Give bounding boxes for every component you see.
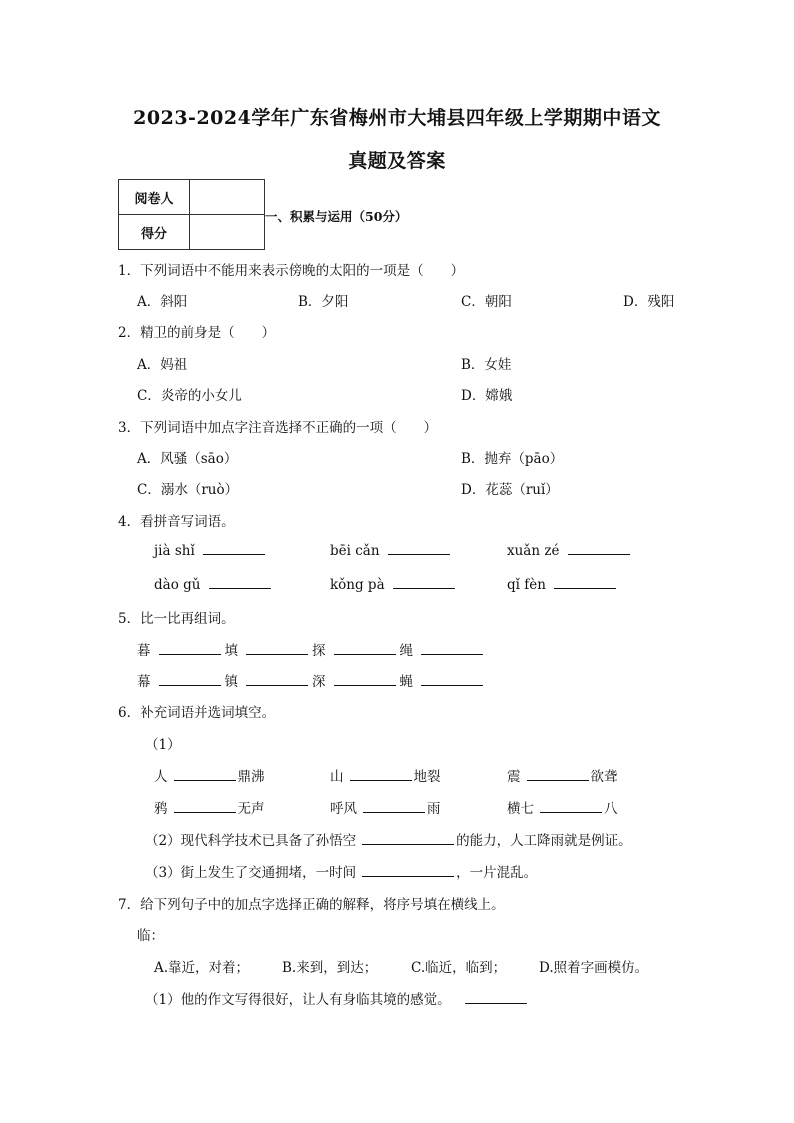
q6-sub2-before: （2）现代科学技术已具备了孙悟空	[145, 833, 357, 849]
q6-idiom-blank[interactable]	[174, 800, 236, 813]
q6-idiom-blank[interactable]	[527, 768, 589, 781]
q2-stem: 2．精卫的前身是（ ）	[118, 325, 276, 341]
q6-sub3	[145, 861, 537, 881]
reviewer-cell[interactable]	[190, 180, 265, 215]
reviewer-label: 阅卷人	[119, 180, 190, 215]
q5-blank[interactable]	[334, 642, 396, 655]
section-heading: 一、积累与运用（50分）	[265, 209, 408, 224]
q6-idiom	[507, 797, 618, 817]
q7-word: 临：	[137, 928, 164, 944]
q4-pinyin: xuǎn zé	[507, 543, 560, 559]
q4-pinyin: jià shǐ	[154, 543, 195, 559]
q4-answer-blank[interactable]	[554, 576, 616, 589]
q2-option-d[interactable]: D．嫦娥	[461, 388, 513, 404]
q6-idiom-end: 地裂	[413, 769, 441, 785]
q6-idiom-blank[interactable]	[174, 768, 236, 781]
q6-idiom-blank[interactable]	[350, 768, 412, 781]
q1-stem: 1．下列词语中不能用来表示傍晚的太阳的一项是（ ）	[118, 263, 465, 279]
q4-item	[507, 542, 630, 559]
q6-idiom-start: 山	[330, 769, 344, 785]
q4-pinyin: qǐ fèn	[507, 577, 546, 593]
q6-idiom	[154, 765, 265, 785]
q1-option-a[interactable]: A．斜阳	[137, 294, 188, 310]
q6-idiom-end: 八	[604, 801, 618, 817]
q5-blank[interactable]	[246, 673, 308, 686]
q5-blank[interactable]	[159, 642, 221, 655]
q5-blank[interactable]	[421, 642, 483, 655]
q3-option-b[interactable]: B．抛弃（pāo）	[461, 451, 564, 467]
q1-option-d[interactable]: D．残阳	[623, 294, 675, 310]
q7-option-d: D.照着字画模仿。	[539, 960, 649, 976]
q5-blank[interactable]	[421, 673, 483, 686]
q4-item	[330, 542, 450, 559]
q4-answer-blank[interactable]	[388, 542, 450, 555]
q5-char: 暮	[137, 643, 151, 659]
q5-char: 深	[312, 674, 326, 690]
q6-sub2	[145, 829, 632, 849]
q3-option-a[interactable]: A．风骚（sāo）	[137, 451, 238, 467]
q7-stem: 7．给下列句子中的加点字选择正确的解释，将序号填在横线上。	[118, 897, 505, 913]
score-cell[interactable]	[190, 215, 265, 250]
q6-idiom-start: 呼风	[330, 801, 357, 817]
score-table	[118, 179, 265, 250]
q7-option-b: B.来到，到达；	[282, 960, 378, 976]
q6-sub2-after: 的能力，人工降雨就是例证。	[456, 833, 632, 849]
q4-answer-blank[interactable]	[203, 542, 265, 555]
q5-row	[137, 670, 487, 690]
q4-pinyin: dào gǔ	[154, 577, 201, 593]
q4-item	[154, 542, 265, 559]
q6-idiom-end: 雨	[427, 801, 441, 817]
q6-idiom-blank[interactable]	[540, 800, 602, 813]
q4-item	[154, 576, 271, 593]
q5-char: 绳	[399, 643, 413, 659]
q4-pinyin: kǒng pà	[330, 577, 385, 593]
q6-sub3-after: ，一片混乱。	[456, 865, 538, 881]
q5-char: 探	[312, 643, 326, 659]
q5-char: 蝇	[399, 674, 413, 690]
q5-stem: 5．比一比再组词。	[118, 611, 235, 627]
q6-idiom	[154, 797, 265, 817]
q1-option-c[interactable]: C．朝阳	[461, 294, 512, 310]
q5-blank[interactable]	[246, 642, 308, 655]
q6-stem: 6．补充词语并选词填空。	[118, 705, 276, 721]
q4-item	[507, 576, 616, 593]
q4-item	[330, 576, 455, 593]
q6-idiom-start: 人	[154, 769, 168, 785]
q3-option-c[interactable]: C．溺水（ruò）	[137, 482, 239, 498]
q6-idiom-start: 鸦	[154, 801, 168, 817]
q3-option-d[interactable]: D．花蕊（ruǐ）	[461, 482, 559, 498]
q6-idiom	[507, 765, 618, 785]
q7-sub1	[145, 988, 527, 1008]
q2-option-a[interactable]: A．妈祖	[137, 357, 188, 373]
q7-sub1-text: （1）他的作文写得很好，让人有身临其境的感觉。	[145, 992, 451, 1008]
q5-char: 幕	[137, 674, 151, 690]
q6-sub3-blank[interactable]	[362, 864, 454, 877]
q6-sub1-label: （1）	[145, 737, 181, 753]
doc-title-line1: 2023-2024学年广东省梅州市大埔县四年级上学期期中语文	[133, 107, 661, 129]
q6-idiom-start: 横七	[507, 801, 534, 817]
q6-idiom-start: 震	[507, 769, 521, 785]
q4-answer-blank[interactable]	[393, 576, 455, 589]
doc-title-line2: 真题及答案	[348, 150, 446, 172]
q5-blank[interactable]	[334, 673, 396, 686]
q3-stem: 3．下列词语中加点字注音选择不正确的一项（ ）	[118, 420, 438, 436]
q6-sub2-blank[interactable]	[362, 832, 454, 845]
q6-idiom	[330, 797, 441, 817]
q6-sub3-before: （3）街上发生了交通拥堵，一时间	[145, 865, 357, 881]
score-label: 得分	[119, 215, 190, 250]
q6-idiom-blank[interactable]	[363, 800, 425, 813]
q6-idiom-end: 无声	[237, 801, 265, 817]
q6-idiom-end: 欲聋	[590, 769, 618, 785]
q5-char: 镇	[224, 674, 238, 690]
q7-option-a: A.靠近，对着；	[154, 960, 250, 976]
q6-idiom	[330, 765, 441, 785]
q4-stem: 4．看拼音写词语。	[118, 514, 235, 530]
q4-answer-blank[interactable]	[209, 576, 271, 589]
q4-pinyin: bēi cǎn	[330, 543, 380, 559]
q1-option-b[interactable]: B．夕阳	[298, 294, 349, 310]
q5-blank[interactable]	[159, 673, 221, 686]
q5-row	[137, 639, 487, 659]
q6-idiom-end: 鼎沸	[237, 769, 265, 785]
q7-sub1-blank[interactable]	[465, 991, 527, 1004]
q2-option-c[interactable]: C．炎帝的小女儿	[137, 388, 242, 404]
q7-option-c: C.临近，临到；	[411, 960, 507, 976]
q5-char: 填	[224, 643, 238, 659]
q4-answer-blank[interactable]	[568, 542, 630, 555]
q2-option-b[interactable]: B．女娃	[461, 357, 512, 373]
